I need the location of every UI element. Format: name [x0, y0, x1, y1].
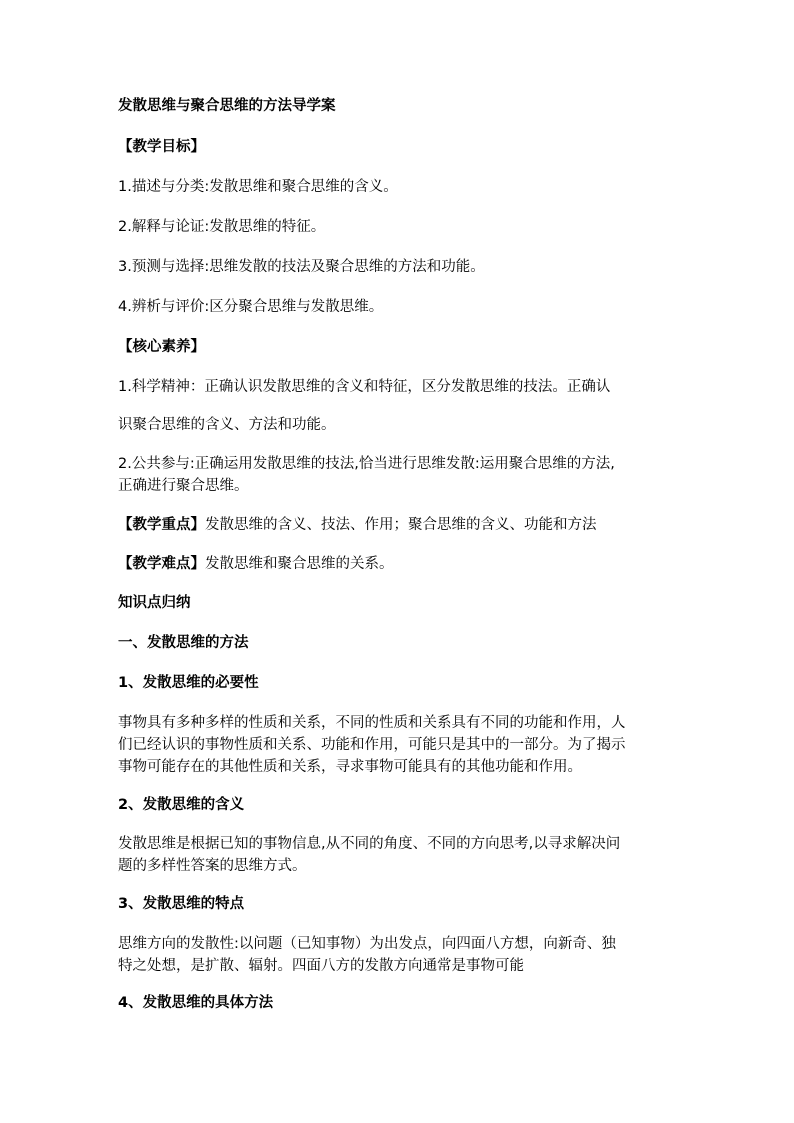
sub-3-paragraph-line: 特之处想，是扩散、辐射。四面八方的发散方向通常是事物可能: [118, 958, 524, 974]
difficulty-text: 发散思维和聚合思维的关系。: [205, 556, 394, 572]
literacy-item-1-line: 1.科学精神：正确认识发散思维的含义和特征，区分发散思维的技法。正确认: [118, 379, 611, 395]
document-title: 发散思维与聚合思维的方法导学案: [118, 98, 336, 114]
section-1-heading: 一、发散思维的方法: [118, 635, 249, 651]
sub-4-heading: 4、发散思维的具体方法: [118, 995, 274, 1011]
summary-heading: 知识点归纳: [118, 595, 191, 611]
sub-1-heading: 1、发散思维的必要性: [118, 675, 259, 691]
literacy-item-1-line: 识聚合思维的含义、方法和功能。: [118, 417, 336, 433]
difficulty-label: 【教学难点】: [118, 556, 205, 572]
sub-2-paragraph-line: 发散思维是根据已知的事物信息,从不同的角度、不同的方向思考,以寻求解决问: [118, 836, 621, 852]
difficulty: [118, 553, 394, 575]
literacy-heading: 【核心素养】: [118, 339, 205, 355]
sub-3-heading: 3、发散思维的特点: [118, 896, 245, 912]
key-point: [118, 514, 597, 536]
literacy-item-2-line: 正确进行聚合思维。: [118, 478, 249, 494]
sub-2-paragraph-line: 题的多样性答案的思维方式。: [118, 858, 307, 874]
sub-1-paragraph-line: 事物可能存在的其他性质和关系，寻求事物可能具有的其他功能和作用。: [118, 759, 582, 775]
key-point-label: 【教学重点】: [118, 517, 205, 533]
literacy-item-2-line: 2.公共参与:正确运用发散思维的技法,恰当进行思维发散:运用聚合思维的方法,: [118, 456, 615, 472]
sub-1-paragraph-line: 们已经认识的事物性质和关系、功能和作用，可能只是其中的一部分。为了揭示: [118, 737, 626, 753]
objective-item: 2.解释与论证:发散思维的特征。: [118, 219, 326, 235]
objective-item: 4.辨析与评价:区分聚合思维与发散思维。: [118, 299, 384, 315]
key-point-text: 发散思维的含义、技法、作用；聚合思维的含义、功能和方法: [205, 517, 597, 533]
sub-1-paragraph-line: 事物具有多种多样的性质和关系，不同的性质和关系具有不同的功能和作用，人: [118, 715, 626, 731]
objective-item: 3.预测与选择:思维发散的技法及聚合思维的方法和功能。: [118, 259, 485, 275]
objective-item: 1.描述与分类:发散思维和聚合思维的含义。: [118, 179, 398, 195]
sub-3-paragraph-line: 思维方向的发散性:以问题（已知事物）为出发点，向四面八方想，向新奇、独: [118, 936, 616, 952]
objectives-heading: 【教学目标】: [118, 139, 205, 155]
sub-2-heading: 2、发散思维的含义: [118, 797, 245, 813]
